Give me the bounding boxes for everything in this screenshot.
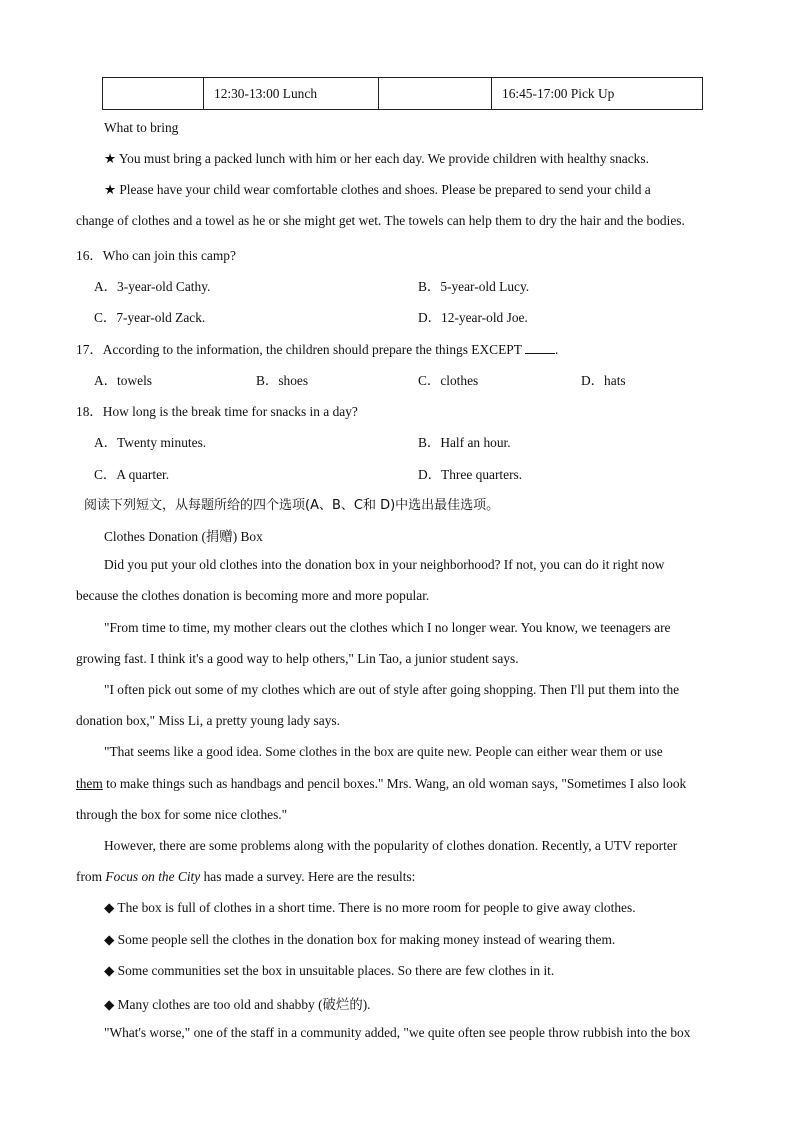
- passage-line-end: has made a survey. Here are the results:: [200, 869, 416, 884]
- table-cell: 16:45-17:00 Pick Up: [492, 78, 703, 110]
- survey-result-item: ◆ Some communities set the box in unsuitable places. So there are few clothes in it.: [104, 963, 555, 978]
- table-cell: [103, 78, 204, 110]
- answer-blank: [525, 342, 555, 354]
- passage-title: Clothes Donation (捐赠) Box: [104, 529, 263, 544]
- question-17-stem-text: 17．According to the information, the children should prepare the things EXCEPT: [76, 342, 522, 357]
- what-to-bring-heading: What to bring: [104, 120, 179, 135]
- passage-line: Did you put your old clothes into the donation box in your neighborhood? If not, you can do it right now: [104, 557, 665, 572]
- question-17-option-b[interactable]: B．shoes: [256, 373, 309, 388]
- passage-line: growing fast. I think it's a good way to help others," Lin Tao, a junior student says.: [76, 651, 519, 666]
- question-18-option-b[interactable]: B．Half an hour.: [418, 435, 511, 450]
- bring-item-clothes-line2: change of clothes and a towel as he or she might get wet. The towels can help them to dry the hair and the bodies.: [76, 213, 685, 228]
- survey-result-item: ◆ Some people sell the clothes in the donation box for making money instead of wearing them.: [104, 932, 616, 947]
- reading-instruction: 阅读下列短文，从每题所给的四个选项(A、B、C和 D)中选出最佳选项。: [84, 498, 500, 513]
- table-row: [103, 78, 703, 110]
- passage-line-rest: to make things such as handbags and pencil boxes." Mrs. Wang, an old woman says, "Sometimes I also look: [102, 776, 687, 791]
- underlined-word: them: [76, 776, 103, 791]
- passage-line: "From time to time, my mother clears out the clothes which I no longer wear. You know, we teenagers are: [104, 620, 671, 635]
- question-16-option-c[interactable]: C．7-year-old Zack.: [94, 310, 206, 325]
- question-16-stem: 16．Who can join this camp?: [76, 248, 236, 263]
- bring-item-clothes-line1: ★ Please have your child wear comfortable clothes and shoes. Please be prepared to send your child a: [104, 182, 651, 197]
- passage-line: However, there are some problems along with the popularity of clothes donation. Recently, a UTV reporter: [104, 838, 678, 853]
- question-16-option-b[interactable]: B．5-year-old Lucy.: [418, 279, 530, 294]
- survey-result-item: ◆ Many clothes are too old and shabby (破烂的).: [104, 997, 371, 1012]
- schedule-table: [102, 77, 703, 110]
- question-16-option-d[interactable]: D．12-year-old Joe.: [418, 310, 528, 325]
- passage-line: "I often pick out some of my clothes which are out of style after going shopping. Then I'll put them into the: [104, 682, 680, 697]
- passage-line-start: from: [76, 869, 106, 884]
- passage-line: through the box for some nice clothes.": [76, 807, 288, 822]
- question-17-stem-end: .: [555, 342, 559, 357]
- question-17-stem: [76, 339, 558, 358]
- table-cell: 12:30-13:00 Lunch: [204, 78, 379, 110]
- passage-line: [76, 869, 415, 885]
- program-name: Focus on the City: [105, 869, 201, 884]
- passage-line: "What's worse," one of the staff in a community added, "we quite often see people throw rubbish into the box: [104, 1025, 691, 1040]
- passage-line: donation box," Miss Li, a pretty young lady says.: [76, 713, 340, 728]
- question-18-option-d[interactable]: D．Three quarters.: [418, 467, 523, 482]
- question-18-option-a[interactable]: A．Twenty minutes.: [94, 435, 207, 450]
- question-17-option-d[interactable]: D．hats: [581, 373, 626, 388]
- passage-line: because the clothes donation is becoming more and more popular.: [76, 588, 430, 603]
- question-17-option-a[interactable]: A．towels: [94, 373, 153, 388]
- question-16-option-a[interactable]: A．3-year-old Cathy.: [94, 279, 211, 294]
- bring-item-lunch: ★ You must bring a packed lunch with him or her each day. We provide children with healthy snacks.: [104, 151, 649, 166]
- survey-result-item: ◆ The box is full of clothes in a short time. There is no more room for people to give away clothes.: [104, 900, 636, 915]
- question-17-option-c[interactable]: C．clothes: [418, 373, 479, 388]
- question-18-stem: 18．How long is the break time for snacks in a day?: [76, 404, 358, 419]
- passage-line: [76, 776, 686, 792]
- table-cell: [379, 78, 492, 110]
- question-18-option-c[interactable]: C．A quarter.: [94, 467, 170, 482]
- passage-line: "That seems like a good idea. Some clothes in the box are quite new. People can either wear them or use: [104, 744, 663, 759]
